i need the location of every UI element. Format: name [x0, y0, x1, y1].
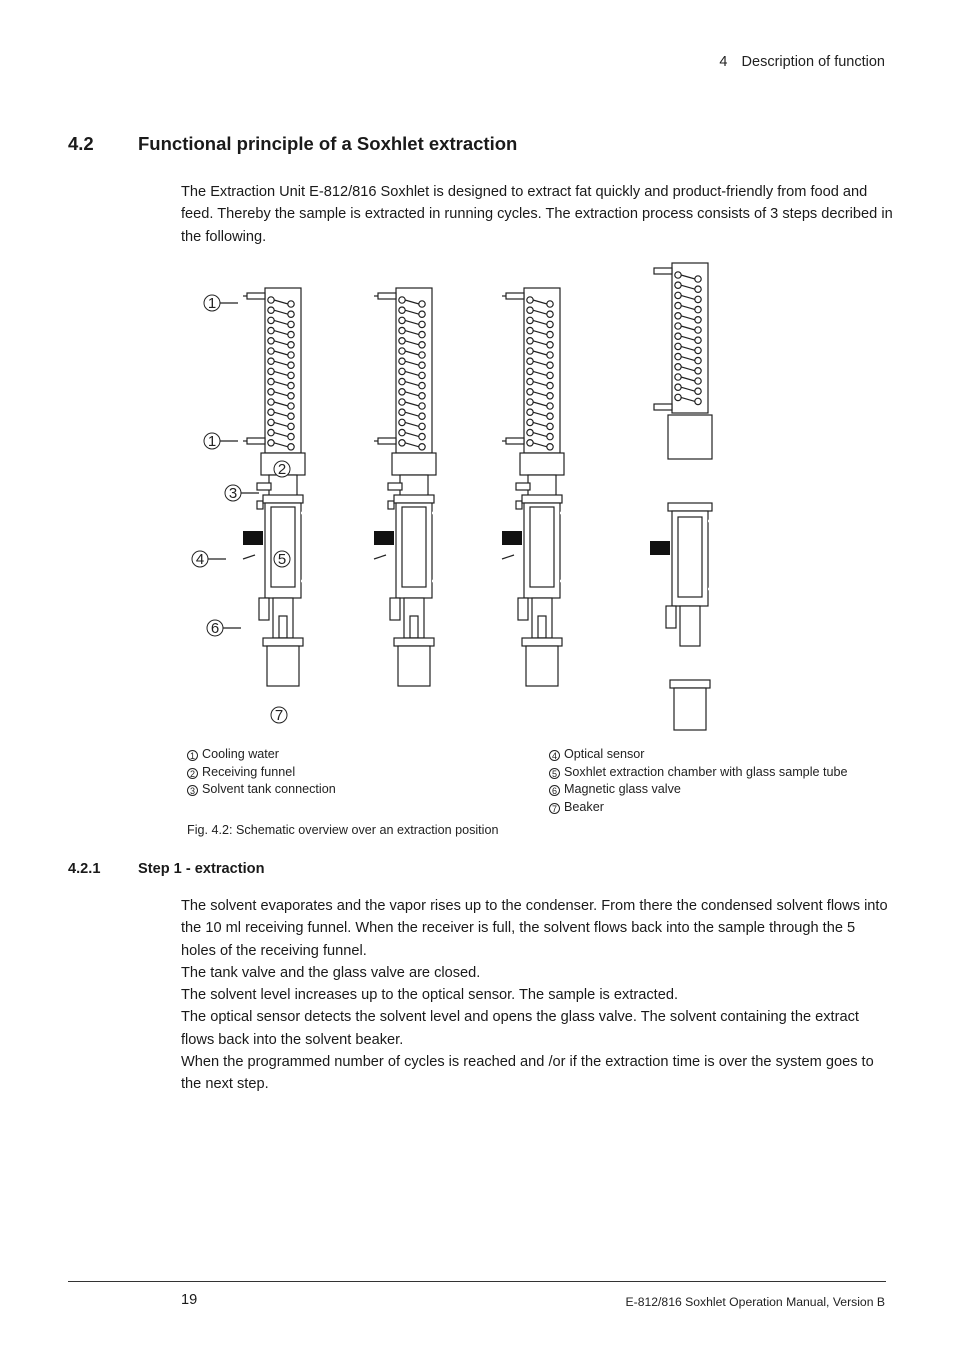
legend-item: [549, 781, 848, 799]
chamber-flange: [263, 495, 303, 503]
soxhlet-schematic-figure: [170, 255, 760, 735]
legend-item: [549, 746, 848, 764]
funnel-neck: [400, 475, 428, 497]
chamber-flange: [668, 503, 712, 511]
page-number: 19: [181, 1292, 198, 1308]
legend-text: Magnetic glass valve: [564, 782, 681, 797]
legend-text: Soxhlet extraction chamber with glass sample tube: [564, 764, 848, 779]
intro-paragraph: The Extraction Unit E-812/816 Soxhlet is designed to extract fat quickly and product-friendly from food and feed. Thereby the sample is extracted in running cycles. The extraction process consists of 3 steps decribed in the following.: [181, 184, 893, 245]
beaker-clamp: [263, 638, 303, 646]
cooling-nozzle: [506, 293, 524, 299]
legend-item: [549, 799, 848, 817]
legend-text: Optical sensor: [564, 747, 645, 761]
chamber-flange: [394, 495, 434, 503]
cooling-nozzle: [247, 438, 265, 444]
figure-caption: Fig. 4.2: Schematic overview over an extraction position: [187, 823, 499, 837]
valve-tube: [273, 598, 293, 638]
chamber-handle: [560, 513, 582, 581]
legend-number: 7: [549, 803, 560, 814]
cooling-nozzle: [654, 404, 672, 410]
section-number: 4.2: [68, 133, 94, 154]
legend-item: [187, 746, 336, 764]
funnel-neck: [269, 475, 297, 497]
subsection-body: [181, 895, 893, 1096]
beaker-clamp: [670, 680, 710, 688]
beaker-clamp: [394, 638, 434, 646]
cooling-nozzle: [247, 293, 265, 299]
legend-text: Solvent tank connection: [202, 782, 336, 797]
valve-tube: [532, 598, 552, 638]
subsection-number: 4.2.1: [68, 861, 101, 877]
valve-tube: [404, 598, 424, 638]
chamber-handle: [432, 513, 454, 581]
receiving-funnel: [668, 415, 712, 459]
cooling-nozzle: [506, 438, 524, 444]
legend-number: 5: [549, 768, 560, 779]
extraction-chamber: [396, 503, 432, 598]
magnetic-glass-valve: [390, 598, 400, 620]
callout-number: 5: [277, 551, 287, 568]
chamber-handle: [301, 513, 323, 581]
extraction-unit-4-open: [650, 263, 730, 730]
legend-number: 3: [187, 785, 198, 796]
running-header: [719, 54, 885, 70]
legend-text: Receiving funnel: [202, 764, 296, 779]
optical-sensor: [502, 531, 522, 545]
legend-item: [549, 764, 848, 782]
optical-sensor: [243, 531, 263, 545]
extraction-unit-3: [502, 288, 582, 686]
extraction-unit-2: [374, 288, 454, 686]
chapter-title: Description of function: [741, 54, 885, 70]
callout-number: 1: [207, 295, 217, 312]
figure-legend-right: [549, 746, 848, 816]
legend-text: Beaker: [564, 799, 604, 814]
legend-item: [187, 781, 336, 799]
beaker: [526, 646, 558, 686]
beaker-clamp: [522, 638, 562, 646]
callout-number: 6: [210, 620, 220, 637]
magnetic-glass-valve: [518, 598, 528, 620]
legend-number: 1: [187, 750, 198, 761]
legend-number: 6: [549, 785, 560, 796]
footer-document-title: E-812/816 Soxhlet Operation Manual, Version B: [625, 1295, 885, 1309]
beaker: [674, 688, 706, 730]
legend-item: [187, 764, 336, 782]
legend-text: Cooling water: [202, 747, 280, 761]
magnetic-glass-valve: [666, 606, 676, 628]
receiving-funnel: [392, 453, 436, 475]
solvent-tank-connection: [257, 483, 271, 490]
legend-number: 4: [549, 750, 560, 761]
cooling-nozzle: [378, 438, 396, 444]
chapter-number: 4: [719, 54, 728, 70]
footer-divider: [68, 1281, 886, 1282]
funnel-neck: [528, 475, 556, 497]
optical-sensor: [650, 541, 670, 555]
body-paragraph: When the programmed number of cycles is reached and /or if the extraction time is over the system goes to the next step.: [181, 1054, 874, 1093]
cooling-nozzle: [654, 268, 672, 274]
chamber-flange: [522, 495, 562, 503]
figure-legend-left: [187, 746, 336, 799]
body-paragraph: The optical sensor detects the solvent level and opens the glass valve. The solvent containing the extract flows back into the solvent beaker.: [181, 1009, 859, 1048]
subsection-title: Step 1 - extraction: [138, 861, 265, 877]
callout-number: 7: [274, 707, 284, 724]
callout-number: 2: [277, 461, 287, 478]
extraction-unit-1: [243, 288, 323, 686]
callout-number: 1: [207, 433, 217, 450]
callout-number: 4: [195, 551, 205, 568]
magnetic-glass-valve: [259, 598, 269, 620]
optical-sensor: [374, 531, 394, 545]
solvent-tank-connection: [516, 483, 530, 490]
beaker: [267, 646, 299, 686]
body-paragraph: The solvent level increases up to the optical sensor. The sample is extracted.: [181, 987, 678, 1004]
body-paragraph: The solvent evaporates and the vapor rises up to the condenser. From there the condensed solvent flows into the 10 ml receiving funnel. When the receiver is full, the solvent flows back into the sample through the 5 holes of the receiving funnel.: [181, 898, 888, 959]
cooling-nozzle: [378, 293, 396, 299]
legend-number: 2: [187, 768, 198, 779]
callout-number: 3: [228, 485, 238, 502]
section-title: Functional principle of a Soxhlet extraction: [138, 133, 518, 154]
receiving-funnel: [520, 453, 564, 475]
beaker: [398, 646, 430, 686]
solvent-tank-connection: [388, 483, 402, 490]
body-paragraph: The tank valve and the glass valve are closed.: [181, 964, 481, 981]
